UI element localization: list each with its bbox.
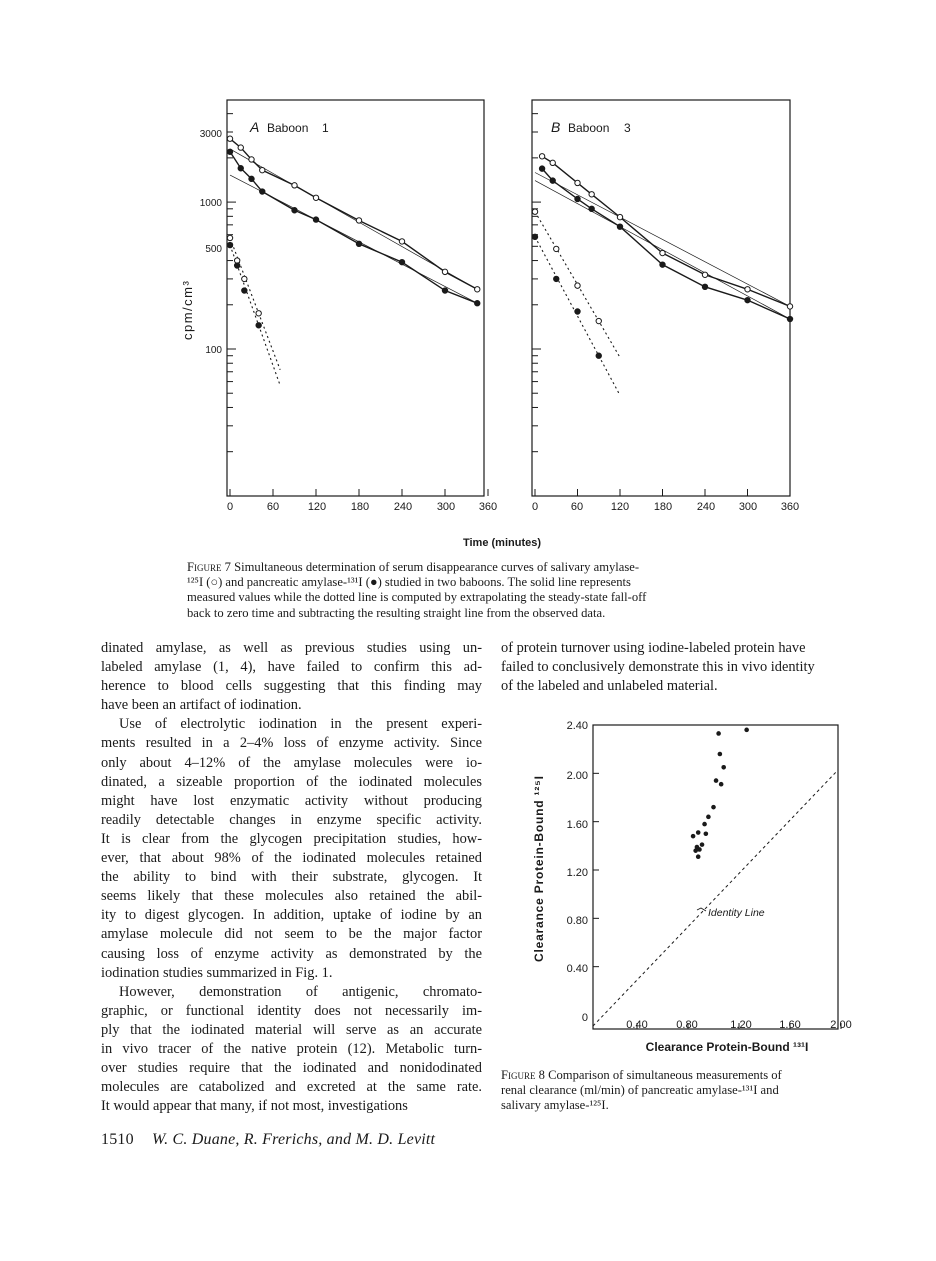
x-axis-title: Time (minutes) [462, 537, 542, 549]
text-line: It would appear that many, if not most, investigations [101, 1098, 408, 1115]
open-data-point [532, 209, 537, 214]
text-line: causing loss of enzyme activity as demonstrated by the [101, 945, 482, 962]
figure-8-marks [593, 728, 838, 1026]
y-tick-label: 0.40 [566, 963, 588, 975]
filled-data-point [550, 178, 555, 183]
filled-data-point [442, 288, 447, 293]
text-line: dinated amylase, as well as previous studies using un- [101, 640, 482, 656]
text-line: over studies require that the iodinated and nonidodinated [101, 1060, 482, 1077]
text-line: of protein turnover using iodine-labeled protein have [501, 640, 806, 656]
data-point [706, 815, 711, 820]
caption-line: salivary amylase-¹²⁵I. [501, 1098, 609, 1113]
panel-b-title: Baboon [568, 121, 610, 135]
open-data-point [399, 239, 404, 244]
figure-8-y-axis-label: Clearance Protein-Bound ¹²⁵I [532, 775, 546, 962]
text-line: only about 4–12% of the amylase molecules were io- [101, 754, 482, 771]
x-tick-label: 1.60 [779, 1019, 801, 1031]
x-tick-label: 180 [350, 501, 370, 513]
text-line: ply that the iodinated material will serve as an accurate [101, 1021, 482, 1038]
x-tick-label: 360 [478, 501, 498, 513]
x-tick-label: 0.40 [626, 1019, 648, 1031]
open-data-point [702, 272, 707, 277]
text-line: labeled amylase (1, 4), have failed to confirm this ad- [101, 659, 482, 676]
identity-line-label: Identity Line [708, 907, 765, 919]
data-point [744, 728, 749, 733]
open-data-point [227, 235, 232, 240]
x-tick-label: 360 [780, 501, 800, 513]
y-tick-label: 1.20 [566, 867, 588, 879]
filled-data-point [238, 166, 243, 171]
text-line: graphic, or functional identity does not necessarily im- [101, 1002, 482, 1019]
caption-line: ¹²⁵I (○) and pancreatic amylase-¹³¹I (●) studied in two baboons. The solid line represents [187, 575, 631, 590]
x-tick-label: 300 [738, 501, 758, 513]
filled-data-point [660, 262, 665, 267]
data-point [696, 854, 701, 859]
text-line: failed to conclusively demonstrate this in vivo identity [501, 659, 815, 676]
figure-7-label: Figure 7 [187, 560, 231, 574]
filled-data-point [260, 189, 265, 194]
open-data-point [575, 180, 580, 185]
open-data-point [249, 157, 254, 162]
caption-line: Comparison of simultaneous measurements of [548, 1068, 782, 1082]
data-point [700, 842, 705, 847]
y-tick-label-100: 100 [205, 345, 222, 356]
filled-data-point [227, 149, 232, 154]
identity-label-pointer [697, 908, 706, 911]
filled-data-point [242, 288, 247, 293]
filled-data-point [532, 234, 537, 239]
filled-data-point [745, 297, 750, 302]
filled-data-point [475, 301, 480, 306]
text-line: iodination studies summarized in Fig. 1. [101, 964, 333, 981]
data-point [711, 805, 716, 810]
data-point [716, 731, 721, 736]
filled-data-point [256, 323, 261, 328]
open-data-point [356, 218, 361, 223]
solid-series-line [230, 152, 477, 303]
data-point [702, 822, 707, 827]
figure-7-ticks [227, 114, 790, 496]
filled-data-point [589, 206, 594, 211]
text-line: ity to digest glycogen. In addition, uptake of iodine by an [101, 907, 482, 924]
data-point [691, 834, 696, 839]
data-point [696, 830, 701, 835]
data-point [704, 831, 709, 836]
open-data-point [260, 167, 265, 172]
filled-data-point [399, 259, 404, 264]
text-line: ever, that about 98% of the iodinated molecules retained [101, 850, 482, 867]
figure-8-frame [593, 725, 838, 1029]
figure-8 [500, 710, 910, 1070]
filled-data-point [575, 196, 580, 201]
text-line: herence to blood cells suggesting that this finding may [101, 678, 482, 695]
filled-data-point [313, 217, 318, 222]
figure-7 [0, 0, 936, 560]
open-data-point [575, 283, 580, 288]
x-tick-label: 60 [266, 501, 280, 513]
y-tick-label-3000: 3000 [199, 129, 222, 140]
filled-data-point [596, 353, 601, 358]
x-tick-label: 300 [436, 501, 456, 513]
x-tick-label: 180 [653, 501, 673, 513]
y-tick-label-1000: 1000 [199, 198, 222, 209]
open-data-point [475, 287, 480, 292]
y-tick-label: 2.00 [566, 770, 588, 782]
open-data-point [550, 160, 555, 165]
x-tick-label: 240 [393, 501, 413, 513]
text-line: dinated, a sizeable proportion of the iodinated molecules [101, 773, 482, 790]
page-footer [101, 1131, 435, 1149]
caption-line: Simultaneous determination of serum disappearance curves of salivary amylase- [234, 560, 640, 574]
open-data-point [539, 154, 544, 159]
solid-series-line [542, 169, 790, 319]
caption-line: measured values while the dotted line is computed by extrapolating the steady-state fall-off [187, 590, 647, 605]
text-line: have been an artifact of iodination. [101, 697, 302, 714]
open-data-point [442, 269, 447, 274]
text-line: in vivo tracer of the native protein (12). Metabolic turn- [101, 1040, 482, 1057]
identity-line [593, 770, 838, 1026]
text-line: amylase molecule did not seem to be the major factor [101, 926, 482, 943]
filled-data-point [554, 276, 559, 281]
open-data-point [292, 183, 297, 188]
y-tick-label: 1.60 [566, 819, 588, 831]
figure-8-y-ticks [567, 720, 588, 1024]
text-line: Use of electrolytic iodination in the present experi- [119, 716, 482, 733]
panel-a-title: Baboon [267, 121, 309, 135]
y-axis-label: cpm/cm³ [180, 279, 195, 340]
authors: W. C. Duane, R. Frerichs, and M. D. Levitt [152, 1131, 436, 1148]
text-line: seems likely that these molecules also retained the abil- [101, 888, 482, 905]
open-data-point [313, 195, 318, 200]
open-data-point [589, 192, 594, 197]
x-tick-label: 0.80 [676, 1019, 698, 1031]
open-data-point [238, 145, 243, 150]
open-data-point [242, 276, 247, 281]
x-tick-label: 0 [531, 501, 539, 513]
panel-a-frame [227, 100, 484, 496]
filled-data-point [234, 263, 239, 268]
filled-data-point [787, 316, 792, 321]
caption-line: back to zero time and subtracting the resulting straight line from the observed data. [187, 605, 606, 620]
filled-data-point [292, 208, 297, 213]
text-line: molecules are catabolized and excreted at the same rate. [101, 1079, 482, 1096]
x-tick-label: 60 [570, 501, 584, 513]
x-tick-label: 0 [226, 501, 234, 513]
text-line: ments resulted in a 2–4% loss of enzyme activity. Since [101, 735, 482, 752]
x-tick-label: 240 [696, 501, 716, 513]
open-data-point [227, 136, 232, 141]
text-line: of the labeled and unlabeled material. [501, 678, 718, 695]
steady-state-line [535, 173, 790, 307]
data-point [718, 752, 723, 757]
panel-a-letter: A [250, 119, 260, 135]
panel-b-number: 3 [624, 121, 631, 135]
data-point [714, 778, 719, 783]
x-tick-label: 120 [307, 501, 327, 513]
open-data-point [256, 311, 261, 316]
steady-state-line [535, 181, 790, 319]
panel-a-number: 1 [322, 121, 329, 135]
data-point [693, 848, 698, 853]
panel-b-x-ticks [532, 501, 799, 513]
text-line: the ability to bind with their substrate, glycogen. It [101, 869, 482, 886]
data-point [721, 765, 726, 770]
text-line: However, demonstration of antigenic, chromato- [119, 983, 482, 1000]
filled-data-point [617, 224, 622, 229]
figure-8-x-axis-title: Clearance Protein-Bound ¹³¹I [645, 1040, 809, 1054]
open-data-point [745, 287, 750, 292]
open-data-point [787, 304, 792, 309]
figure-7-marks [227, 136, 792, 395]
open-data-point [617, 214, 622, 219]
filled-data-point [702, 284, 707, 289]
text-line: readily detectable changes in enzyme specific activity. [101, 811, 482, 828]
text-line: might have lost enzymatic activity without producing [101, 792, 482, 809]
data-point [719, 782, 724, 787]
x-tick-label: 1.20 [730, 1019, 752, 1031]
panel-b-letter: B [551, 119, 561, 135]
x-tick-label: 2.00 [830, 1019, 852, 1031]
y-tick-label: 0.80 [566, 915, 588, 927]
y-tick-label: 2.40 [566, 720, 588, 732]
open-data-point [660, 250, 665, 255]
panel-a-x-ticks [227, 501, 497, 513]
y-tick-label: 0 [581, 1012, 588, 1024]
page-number: 1510 [101, 1131, 134, 1148]
text-line: It is clear from the glycogen precipitation studies, how- [101, 830, 482, 847]
figure-8-caption [501, 1068, 881, 1114]
filled-data-point [249, 176, 254, 181]
solid-series-line [230, 139, 477, 290]
filled-data-point [356, 241, 361, 246]
x-tick-label: 120 [610, 501, 630, 513]
filled-data-point [539, 166, 544, 171]
figure-8-label: Figure 8 [501, 1068, 545, 1082]
filled-data-point [575, 309, 580, 314]
dotted-extrapolated-line [535, 237, 620, 396]
figure-7-caption [187, 560, 793, 621]
figure-8-ticks [593, 725, 841, 1029]
open-data-point [554, 246, 559, 251]
left-column-text [101, 639, 482, 1116]
right-column-text [501, 639, 882, 696]
y-tick-label-500: 500 [205, 244, 222, 255]
caption-line: renal clearance (ml/min) of pancreatic amylase-¹³¹I and [501, 1083, 779, 1098]
filled-data-point [227, 242, 232, 247]
open-data-point [596, 318, 601, 323]
